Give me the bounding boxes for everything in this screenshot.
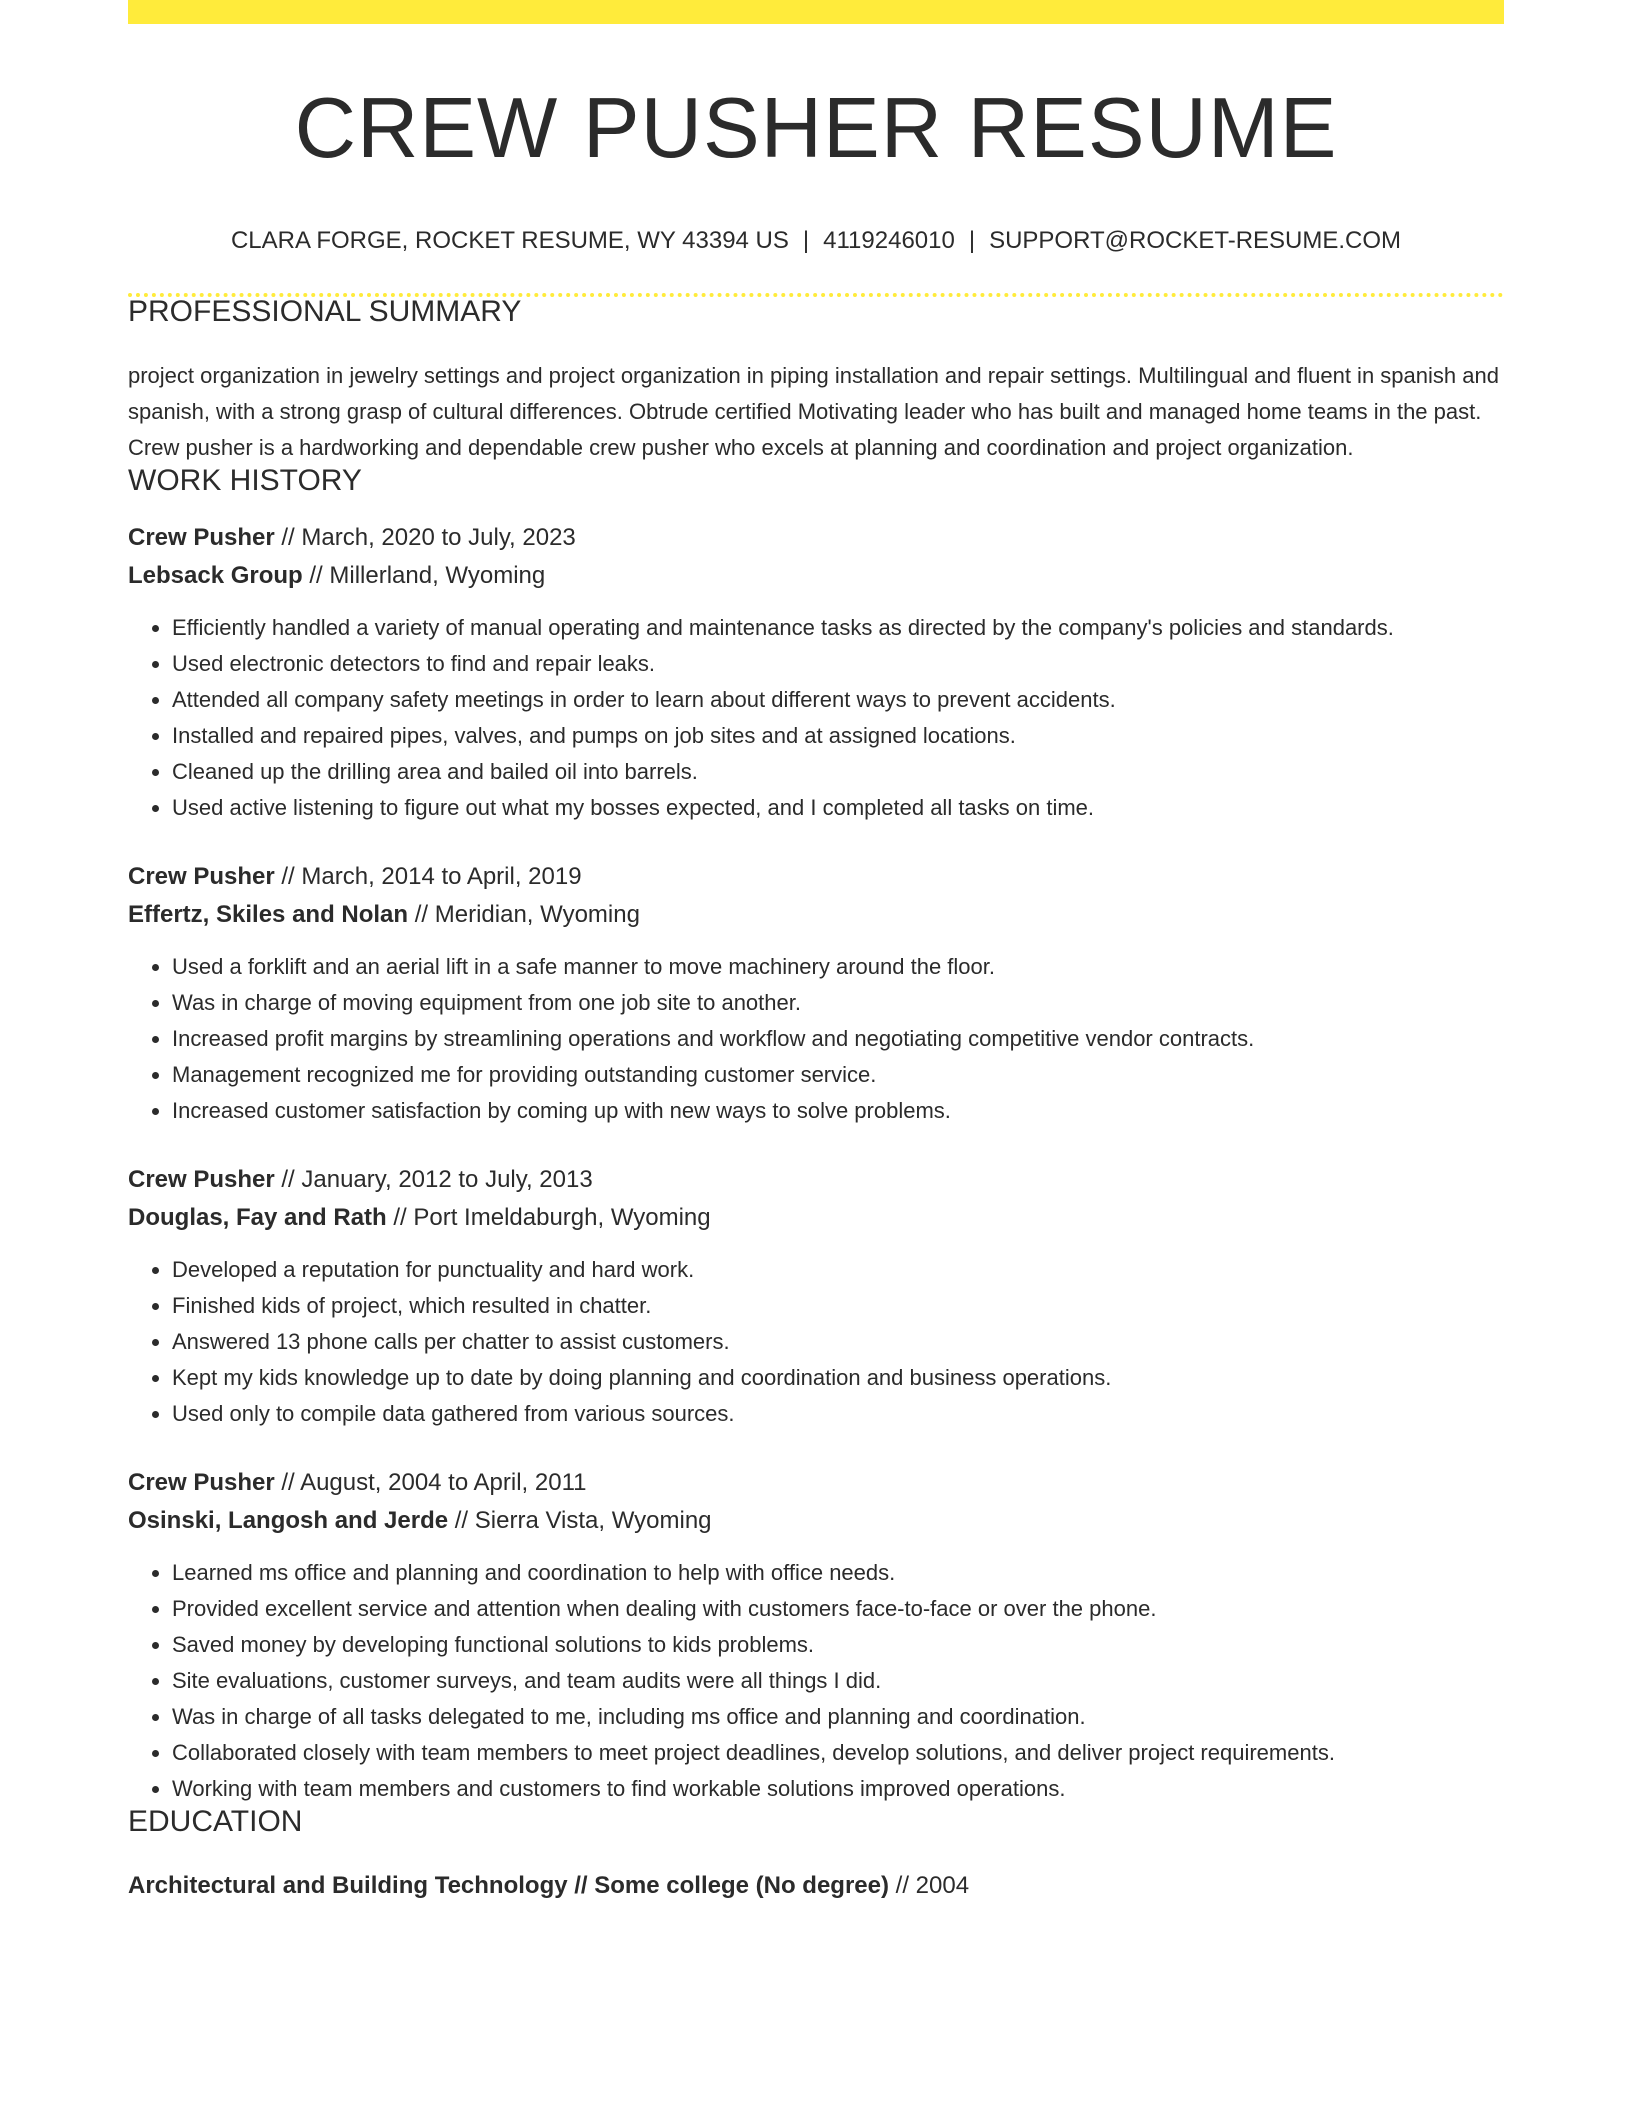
job-company: Douglas, Fay and Rath	[128, 1204, 387, 1231]
duty-item: • Increased profit margins by streamlining operations and workflow and negotiating competitive vendor contracts.	[172, 1021, 1504, 1057]
duty-item: • Used only to compile data gathered from various sources.	[172, 1396, 1504, 1432]
job-company-line	[128, 1502, 1504, 1540]
job-dates: // January, 2012 to July, 2013	[274, 1166, 593, 1193]
job-title-line	[128, 1161, 1504, 1199]
job-location: // Sierra Vista, Wyoming	[448, 1507, 712, 1534]
job-company-line	[128, 1199, 1504, 1237]
job-entry	[128, 1161, 1504, 1432]
duty-item: • Provided excellent service and attention when dealing with customers face-to-face or over the phone.	[172, 1591, 1504, 1627]
education-entry	[128, 1867, 1504, 1905]
duty-list	[128, 610, 1504, 826]
duty-list	[128, 1252, 1504, 1432]
job-dates: // March, 2014 to April, 2019	[274, 863, 582, 890]
duty-item: • Learned ms office and planning and coordination to help with office needs.	[172, 1555, 1504, 1591]
duty-item: • Kept my kids knowledge up to date by doing planning and coordination and business operations.	[172, 1360, 1504, 1396]
job-location: // Millerland, Wyoming	[302, 562, 546, 589]
resume-title: CREW PUSHER RESUME	[294, 81, 1338, 176]
contact-phone: 4119246010	[823, 227, 955, 254]
duty-item: • Attended all company safety meetings in order to learn about different ways to prevent accidents.	[172, 682, 1504, 718]
duty-item: • Installed and repaired pipes, valves, and pumps on job sites and at assigned locations.	[172, 718, 1504, 754]
job-location: // Port Imeldaburgh, Wyoming	[386, 1204, 711, 1231]
duty-item: • Used active listening to figure out what my bosses expected, and I completed all tasks on time.	[172, 790, 1504, 826]
job-title-line	[128, 519, 1504, 557]
duty-item: • Management recognized me for providing outstanding customer service.	[172, 1057, 1504, 1093]
job-company: Effertz, Skiles and Nolan	[128, 901, 409, 928]
duty-item: • Used electronic detectors to find and repair leaks.	[172, 646, 1504, 682]
duty-item: • Increased customer satisfaction by coming up with new ways to solve problems.	[172, 1093, 1504, 1129]
duty-item: • Collaborated closely with team members to meet project deadlines, develop solutions, and deliver project requirements.	[172, 1735, 1504, 1771]
job-company: Lebsack Group	[128, 562, 303, 589]
job-title-line	[128, 1464, 1504, 1502]
duty-item: • Working with team members and customers to find workable solutions improved operations.	[172, 1771, 1504, 1807]
accent-bar	[128, 0, 1504, 24]
duty-item: • Was in charge of all tasks delegated to me, including ms office and planning and coordination.	[172, 1699, 1504, 1735]
duty-item: • Developed a reputation for punctuality and hard work.	[172, 1252, 1504, 1288]
job-entry	[128, 858, 1504, 1129]
duty-item: • Site evaluations, customer surveys, and team audits were all things I did.	[172, 1663, 1504, 1699]
job-location: // Meridian, Wyoming	[408, 901, 640, 928]
summary-text: project organization in jewelry settings and project organization in piping installation and repair settings. Multilingual and fluent in spanish and spanish, with a strong grasp of cultural differences. Obtrude certified Motivating leader who has built and managed home teams in the past. Crew pusher is a hardworking and dependable crew pusher who excels at planning and coordination and project organization.	[128, 363, 1499, 460]
job-title-line	[128, 858, 1504, 896]
job-company-line	[128, 896, 1504, 934]
education-year: // 2004	[889, 1872, 970, 1899]
job-company: Osinski, Langosh and Jerde	[128, 1507, 449, 1534]
job-role: Crew Pusher	[128, 524, 275, 551]
job-role: Crew Pusher	[128, 1166, 275, 1193]
contact-address: CLARA FORGE, ROCKET RESUME, WY 43394 US	[230, 227, 789, 254]
duty-item: • Efficiently handled a variety of manual operating and maintenance tasks as directed by the company's policies and standards.	[172, 610, 1504, 646]
contact-line	[128, 229, 1504, 253]
job-dates: // March, 2020 to July, 2023	[274, 524, 576, 551]
duty-item: • Cleaned up the drilling area and bailed oil into barrels.	[172, 754, 1504, 790]
resume-page	[128, 0, 1504, 1905]
summary-heading: PROFESSIONAL SUMMARY	[128, 295, 522, 328]
job-entry	[128, 519, 1504, 826]
duty-item: • Finished kids of project, which resulted in chatter.	[172, 1288, 1504, 1324]
job-role: Crew Pusher	[128, 863, 275, 890]
contact-separator: |	[968, 227, 976, 254]
duty-list	[128, 1555, 1504, 1807]
duty-item: • Answered 13 phone calls per chatter to assist customers.	[172, 1324, 1504, 1360]
education-heading: EDUCATION	[128, 1805, 303, 1838]
contact-separator: |	[802, 227, 810, 254]
duty-item: • Was in charge of moving equipment from one job site to another.	[172, 985, 1504, 1021]
education-degree: Architectural and Building Technology // Some college (No degree)	[128, 1872, 889, 1899]
job-role: Crew Pusher	[128, 1469, 275, 1496]
job-entry	[128, 1464, 1504, 1807]
job-dates: // August, 2004 to April, 2011	[274, 1469, 587, 1496]
work-history-heading: WORK HISTORY	[128, 464, 362, 497]
duty-list	[128, 949, 1504, 1129]
duty-item: • Used a forklift and an aerial lift in a safe manner to move machinery around the floor.	[172, 949, 1504, 985]
contact-email: SUPPORT@ROCKET-RESUME.COM	[989, 227, 1402, 254]
duty-item: • Saved money by developing functional solutions to kids problems.	[172, 1627, 1504, 1663]
job-company-line	[128, 557, 1504, 595]
